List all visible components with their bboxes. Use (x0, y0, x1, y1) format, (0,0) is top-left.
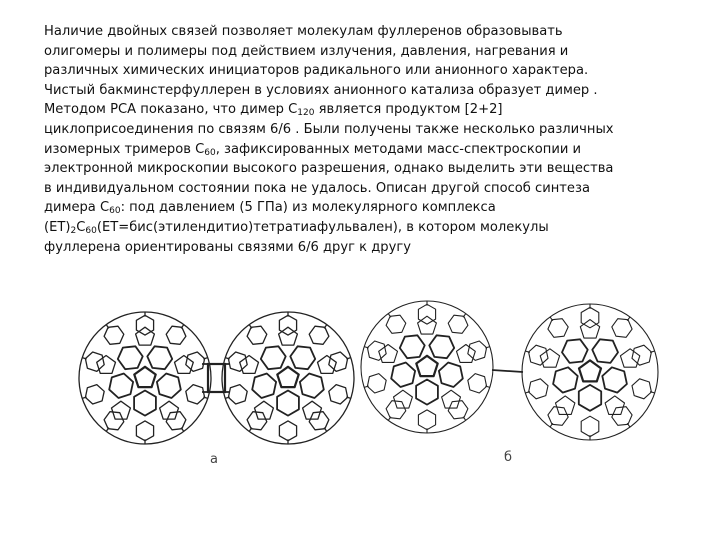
hexagon-ring (134, 391, 156, 416)
hexagon-ring (367, 374, 386, 393)
fullerene-outline (522, 304, 658, 440)
hexagon-ring (228, 385, 247, 404)
hexagon-ring (439, 363, 463, 388)
caption-a: а (210, 452, 218, 467)
fullerene-dimer-figure (0, 300, 720, 540)
text-line: в индивидуальном состоянии пока не удалось. Описан другой способ синтеза (44, 180, 590, 196)
hexagon-ring (448, 315, 468, 333)
hexagon-ring (252, 374, 276, 399)
text-line: различных химических инициаторов радикального или анионного характера. (44, 63, 589, 79)
pentagon-ring (277, 367, 298, 387)
hexagon-ring (186, 352, 205, 371)
hexagon-ring (166, 326, 186, 344)
hexagon-ring (136, 315, 153, 335)
hexagon-ring (367, 341, 386, 360)
pentagon-ring (580, 320, 599, 339)
hexagon-ring (157, 374, 181, 399)
hexagon-ring (548, 319, 568, 338)
text-line: изомерных тримеров $С_{60}$, зафиксированных методами масс-спектроскопии и (44, 141, 582, 158)
pentagon-ring (620, 349, 639, 367)
text-line: $(ЕТ)_2С_{60}(ЕТ=бис(этилендитио)тетратиафульвален)$, в котором молекулы (44, 219, 549, 236)
text-line: Наличие двойных связей позволяет молекулам фуллеренов образовывать (44, 24, 563, 39)
paragraph-text (44, 22, 704, 257)
hexagon-ring (136, 421, 153, 441)
hexagon-ring (186, 385, 205, 404)
hexagon-ring (529, 345, 548, 365)
text-line: фуллерена ориентированы связями 6/6 друг к другу (44, 239, 411, 255)
hexagon-ring (468, 374, 487, 393)
text-line: Чистый бакминстерфуллерен в условиях анионного катализа образует димер . (44, 82, 598, 98)
hexagon-ring (290, 346, 315, 369)
hexagon-ring (416, 380, 438, 405)
hexagon-ring (247, 326, 267, 344)
hexagon-ring (386, 315, 406, 333)
hexagon-ring (418, 410, 435, 430)
hexagon-ring (228, 352, 247, 371)
pentagon-ring (279, 327, 298, 345)
hexagon-ring (602, 367, 627, 392)
hexagon-ring (391, 363, 415, 388)
pentagon-ring (416, 356, 437, 376)
pentagon-ring (175, 356, 194, 374)
pentagon-ring (240, 356, 259, 374)
hexagon-ring (118, 346, 143, 369)
fullerene-drawing (0, 300, 720, 540)
hexagon-ring (418, 304, 435, 324)
pentagon-ring (579, 360, 601, 381)
pentagon-ring (457, 345, 476, 363)
hexagon-ring (279, 315, 296, 335)
caption-b: б (504, 450, 513, 465)
hexagon-ring (104, 326, 124, 344)
hexagon-ring (529, 379, 548, 399)
pentagon-ring (134, 367, 155, 387)
pentagon-ring (418, 316, 437, 334)
dimer-a-cycloadduct (79, 312, 354, 444)
hexagon-ring (468, 341, 487, 360)
hexagon-ring (612, 319, 632, 338)
hexagon-ring (300, 374, 324, 399)
hexagon-ring (261, 346, 286, 369)
hexagon-ring (279, 421, 296, 441)
text-line: циклоприсоединения по связям 6/6 . Были получены также несколько различных (44, 121, 614, 137)
hexagon-ring (429, 335, 454, 358)
hexagon-ring (579, 385, 601, 411)
text-line: димера $С_{60}$: под давлением (5 ГПа) из молекулярного комплекса (44, 200, 496, 217)
fullerene-outline (79, 312, 211, 444)
hexagon-ring (85, 385, 104, 404)
hexagon-ring (309, 326, 329, 344)
hexagon-ring (109, 374, 133, 399)
hexagon-ring (581, 307, 599, 327)
text-line: олигомеры и полимеры под действием излучения, давления, нагревания и (44, 43, 569, 59)
dimer-b-single-bond (361, 301, 658, 440)
hexagon-ring (562, 339, 588, 363)
hexagon-ring (85, 352, 104, 371)
hexagon-ring (632, 345, 651, 365)
pentagon-ring (318, 356, 337, 374)
hexagon-ring (329, 385, 348, 404)
hexagon-ring (553, 367, 578, 392)
hexagon-ring (592, 339, 618, 363)
fullerene-outline (361, 301, 493, 433)
pentagon-ring (379, 345, 398, 363)
text-line: Методом РСА показано, что димер $С_{120}$ является продуктом [2+2] (44, 102, 503, 119)
hexagon-ring (581, 416, 599, 436)
hexagon-ring (400, 335, 425, 358)
pentagon-ring (540, 349, 559, 367)
hexagon-ring (147, 346, 172, 369)
fullerene-outline (222, 312, 354, 444)
bond-line (492, 370, 523, 372)
hexagon-ring (329, 352, 348, 371)
pentagon-ring (136, 327, 155, 345)
hexagon-ring (277, 391, 299, 416)
text-line: электронной микроскопии высокого разрешения, однако выделить эти вещества (44, 161, 614, 177)
hexagon-ring (632, 379, 651, 399)
pentagon-ring (97, 356, 116, 374)
